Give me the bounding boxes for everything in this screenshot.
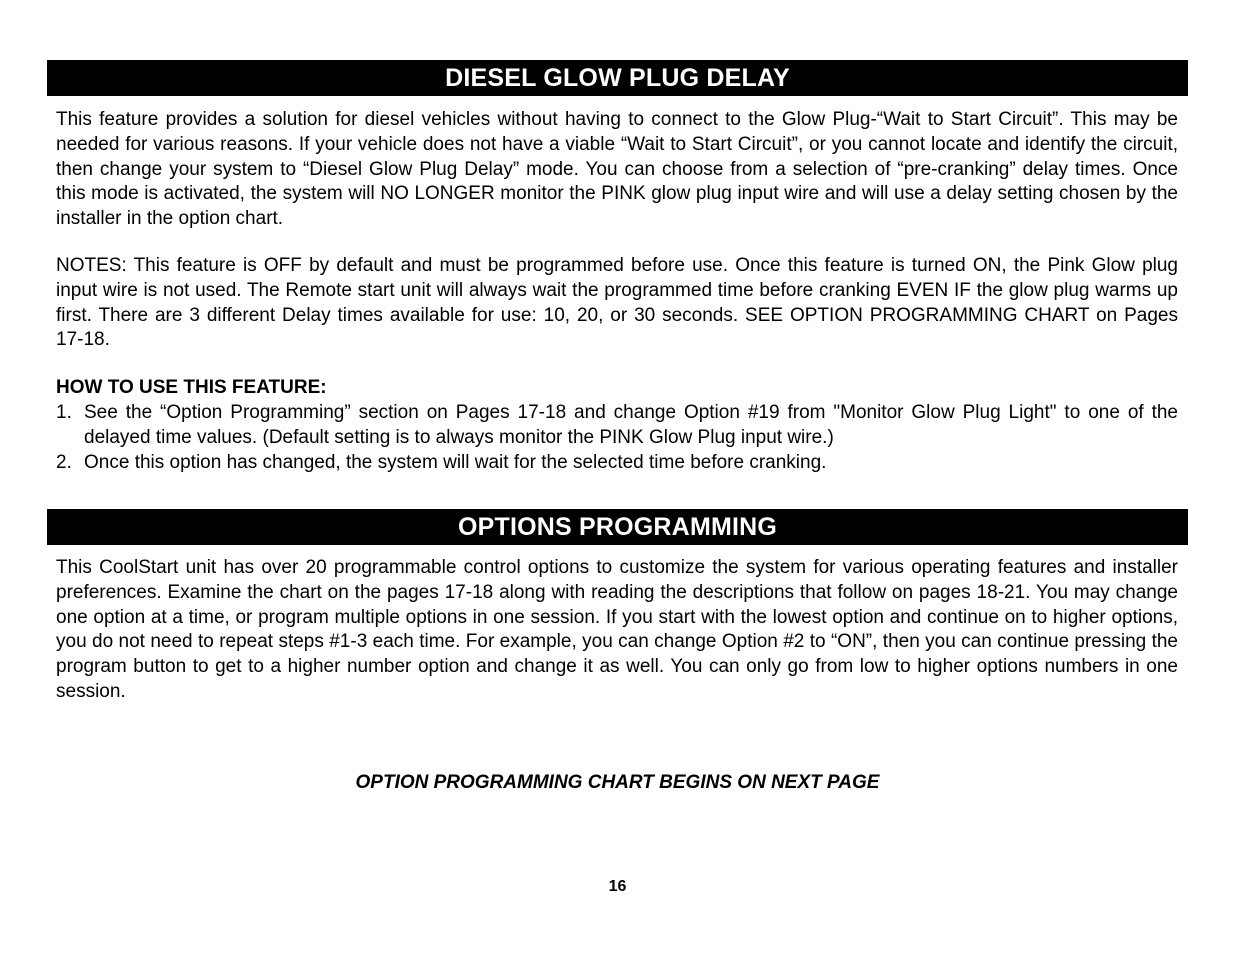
- diesel-intro-paragraph: This feature provides a solution for diesel vehicles without having to connect to the Glow Plug-“Wait to Start Circuit”. This may be needed for various reasons. If your vehicle does not have a viable “Wait to Start Circuit”, or you cannot locate and identify the circuit, then change your system to “Diesel Glow Plug Delay” mode. You can choose from a selection of “pre-cranking” delay times. Once this mode is activated, the system will NO LONGER monitor the PINK glow plug input wire and will use a delay setting chosen by the installer in the option chart.: [56, 109, 1178, 230]
- section-title-options-programming: OPTIONS PROGRAMMING: [47, 509, 1188, 545]
- howto-steps-list: [56, 401, 1178, 475]
- diesel-notes-paragraph: NOTES: This feature is OFF by default and must be programmed before use. Once this feature is turned ON, the Pink Glow plug input wire is not used. The Remote start unit will always wait the programmed time before cranking EVEN IF the glow plug warms up first. There are 3 different Delay times available for use: 10, 20, or 30 seconds. SEE OPTION PROGRAMMING CHART on Pages 17-18.: [56, 255, 1178, 351]
- howto-heading: HOW TO USE THIS FEATURE:: [56, 377, 327, 398]
- step-text: See the “Option Programming” section on Pages 17-18 and change Option #19 from "Monitor Glow Plug Light" to one of the delayed time values. (Default setting is to always monitor the PINK Glow Plug input wire.): [84, 402, 1178, 448]
- howto-step: [56, 401, 1178, 451]
- chart-continuation-note: OPTION PROGRAMMING CHART BEGINS ON NEXT PAGE: [355, 772, 880, 793]
- page-number: 16: [608, 878, 627, 895]
- options-body-paragraph: This CoolStart unit has over 20 programmable control options to customize the system for various operating features and installer preferences. Examine the chart on the pages 17-18 along with reading the descriptions that follow on pages 18-21. You may change one option at a time, or program multiple options in one session. If you start with the lowest option and continue on to higher options, you do not need to repeat steps #1-3 each time. For example, you can change Option #2 to “ON”, then you can continue pressing the program button to get to a higher number option and change it as well. You can only go from low to higher options numbers in one session.: [56, 557, 1178, 702]
- section-title-diesel-glow-plug-delay: DIESEL GLOW PLUG DELAY: [47, 60, 1188, 96]
- step-text: Once this option has changed, the system will wait for the selected time before cranking.: [84, 451, 827, 473]
- step-number: 2.: [56, 451, 72, 473]
- step-number: 1.: [56, 402, 72, 423]
- howto-step: [56, 451, 1178, 476]
